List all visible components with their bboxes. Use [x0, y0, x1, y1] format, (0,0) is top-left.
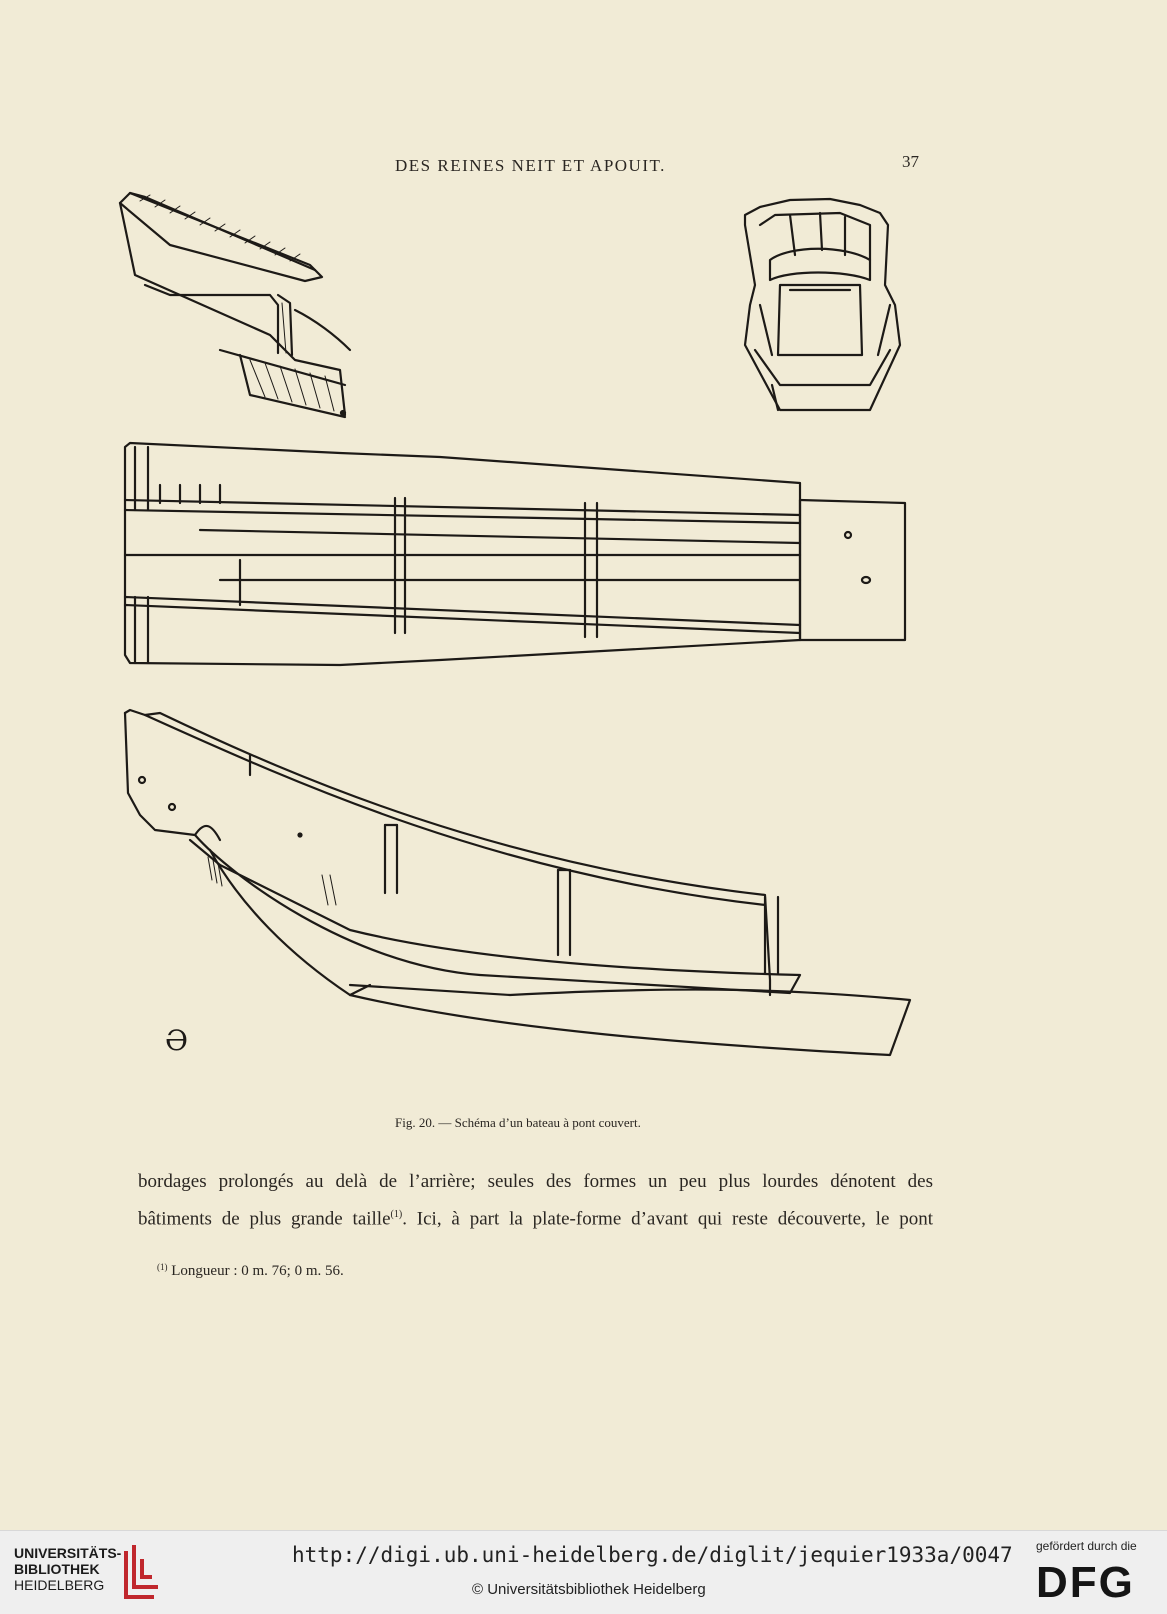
body-line-2b: . Ici, à part la plate-forme d’avant qui reste découverte, le pont	[402, 1208, 933, 1230]
body-line-1: bordages prolongés au delà de l’arrière; seules des formes un peu plus lourdes dénotent des	[138, 1171, 933, 1192]
boat-drawing-figure	[100, 185, 980, 1105]
library-logo-icon	[118, 1541, 162, 1603]
dfg-logo: DFG	[1036, 1558, 1135, 1607]
footnote-reference: (1)	[390, 1209, 403, 1220]
library-line-2: BIBLIOTHEK	[14, 1561, 100, 1577]
monogram: Ə	[165, 1024, 188, 1057]
body-line-2a: bâtiments de plus grande taille	[138, 1208, 391, 1230]
footnote-text: Longueur : 0 m. 76; 0 m. 56.	[167, 1263, 344, 1279]
funded-by-label: gefördert durch die	[1036, 1539, 1137, 1553]
stern-detail-drawing	[120, 193, 350, 417]
library-line-3: HEIDELBERG	[14, 1577, 105, 1593]
body-line-2	[138, 1198, 933, 1235]
footer-bar	[0, 1530, 1167, 1614]
figure-caption: Fig. 20. — Schéma d’un bateau à pont couvert.	[395, 1115, 641, 1130]
plan-view-drawing	[125, 443, 905, 665]
library-line-1: UNIVERSITÄTS-	[14, 1545, 122, 1561]
footnote	[157, 1262, 344, 1280]
copyright-notice: © Universitätsbibliothek Heidelberg	[472, 1581, 706, 1598]
body-paragraph	[138, 1165, 933, 1235]
permalink-url[interactable]: http://digi.ub.uni-heidelberg.de/diglit/jequier1933a/0047	[292, 1543, 1013, 1567]
front-view-drawing	[745, 199, 900, 410]
footnote-marker: (1)	[157, 1262, 168, 1272]
page-number: 37	[902, 152, 919, 171]
side-elevation-drawing	[125, 710, 910, 1055]
library-name	[14, 1545, 121, 1593]
running-head: DES REINES NEIT ET APOUIT.	[395, 156, 666, 175]
stern-hatching	[140, 195, 334, 411]
